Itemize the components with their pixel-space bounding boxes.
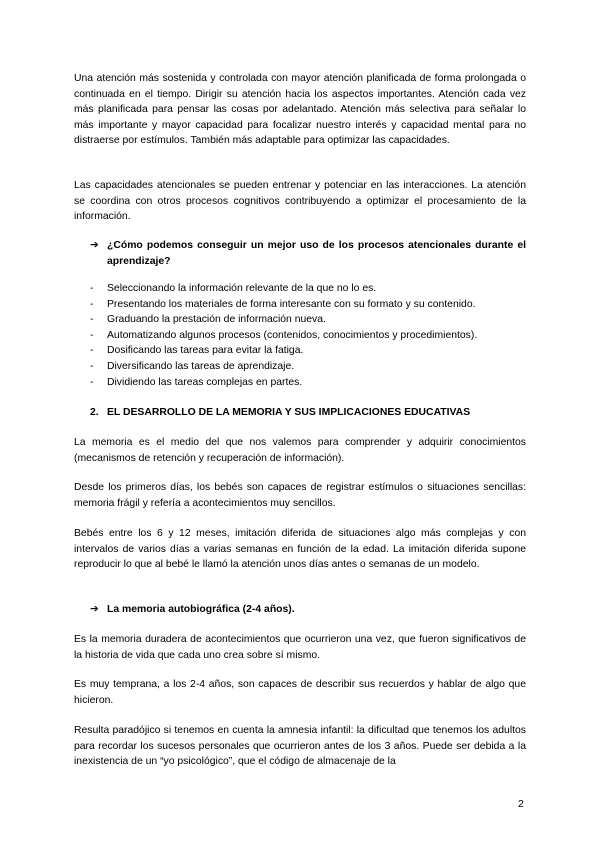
arrow-icon: ➔ — [90, 240, 99, 251]
list-item: - Dosificando las tareas para evitar la fatiga. — [90, 345, 304, 357]
paragraph-attention-training: Las capacidades atencionales se pueden entrenar y potenciar en las interacciones. La atención se coordina con otros procesos cognitivos contribuyendo a optimizar el procesamiento de la información. — [74, 180, 526, 223]
list-item: - Automatizando algunos procesos (contenidos, conocimientos y procedimientos). — [90, 329, 478, 341]
list-item: - Seleccionando la información relevante de la que no lo es. — [90, 283, 377, 294]
paragraph-memory-newborns: Desde los primeros días, los bebés son capaces de registrar estímulos o situaciones sencillas: memoria frágil y refería a acontecimientos muy sencillos. — [74, 482, 526, 509]
arrow-icon: ➔ — [90, 604, 99, 615]
list-item: - Dividiendo las tareas complejas en partes. — [90, 376, 303, 388]
page-number: 2 — [518, 799, 524, 810]
strategies-list — [74, 281, 526, 390]
paragraph-deferred-imitation: Bebés entre los 6 y 12 meses, imitación diferida de situaciones algo más complejas y con intervalos de varios días a varias semanas en función de la edad. La imitación diferida supone reproducir lo que al bebé le llamó la atención unos días antes o semanas de un modelo. — [74, 528, 526, 571]
list-item: - Presentando los materiales de forma interesante con su formato y su contenido. — [90, 298, 476, 310]
paragraph-autobiographical-age: Es muy temprana, a los 2-4 años, son capaces de describir sus recuerdos y hablar de algo que hicieron. — [74, 679, 526, 706]
question-heading-attention: ¿Cómo podemos conseguir un mejor uso de los procesos atencionales durante el aprendizaje? — [107, 240, 526, 267]
paragraph-infantile-amnesia: Resulta paradójico si tenemos en cuenta la amnesia infantil: la dificultad que tenemos los adultos para recordar los sucesos personales que ocurrieron antes de los 3 años. Puede ser debida a la inexistencia de un “yo psicológico”, que el código de almacenaje de la — [74, 725, 526, 768]
section-number: 2. — [90, 407, 99, 418]
list-item: - Diversificando las tareas de aprendizaje. — [90, 360, 295, 372]
paragraph-attention-development: Una atención más sostenida y controlada con mayor atención planificada de forma prolongada o continuada en el tiempo. Dirigir su atención hacia los aspectos importantes. Atención cada vez más planificada para pensar las cosas por adelantado. Atención más selectiva para señalar lo más importante y mayor capacidad para focalizar nuestro interés y capacidad mental para no distraerse por estímulos. También más adaptable para optimizar las capacidades. — [74, 73, 526, 147]
paragraph-autobiographical-definition: Es la memoria duradera de acontecimientos que ocurrieron una vez, que fueron significativos de la historia de vida que cada uno crea sobre sí mismo. — [74, 634, 526, 661]
list-item: - Graduando la prestación de información nueva. — [90, 314, 326, 326]
paragraph-memory-definition: La memoria es el medio del que nos valemos para comprender y adquirir conocimientos (mecanismos de retención y recuperación de información). — [74, 437, 526, 464]
section-title: EL DESARROLLO DE LA MEMORIA Y SUS IMPLICACIONES EDUCATIVAS — [107, 407, 471, 418]
question-heading-autobiographical: La memoria autobiográfica (2-4 años). — [107, 604, 295, 615]
